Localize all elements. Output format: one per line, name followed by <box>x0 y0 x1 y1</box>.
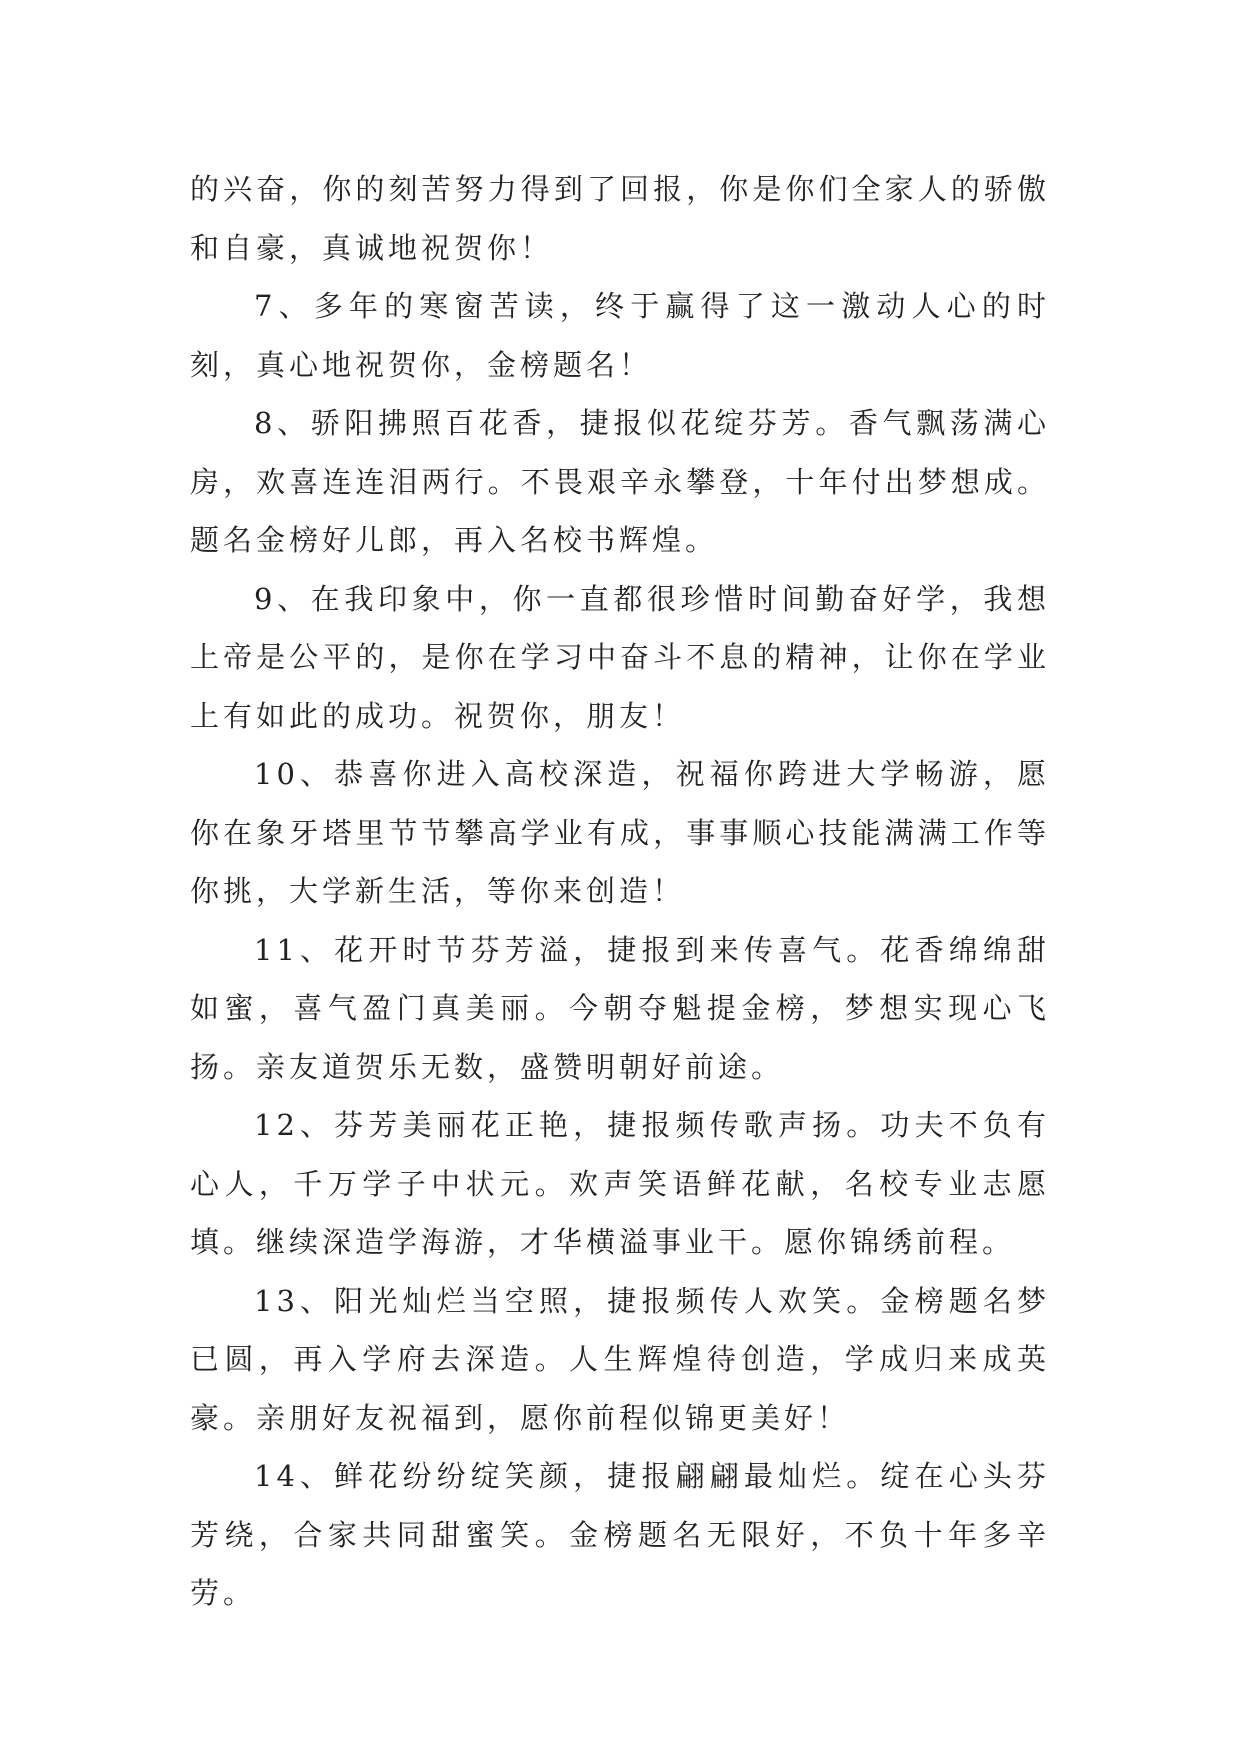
paragraph-8: 8、骄阳拂照百花香，捷报似花绽芬芳。香气飘荡满心房，欢喜连连泪两行。不畏艰辛永攀登，十年付出梦想成。题名金榜好儿郎，再入名校书辉煌。 <box>190 406 1050 557</box>
paragraph-continuation: 的兴奋，你的刻苦努力得到了回报，你是你们全家人的骄傲和自豪，真诚地祝贺你！ <box>190 172 1050 265</box>
paragraph-12: 12、芬芳美丽花正艳，捷报频传歌声扬。功夫不负有心人，千万学子中状元。欢声笑语鲜花献，名校专业志愿填。继续深造学海游，才华横溢事业干。愿你锦绣前程。 <box>190 1108 1050 1259</box>
paragraph-10: 10、恭喜你进入高校深造，祝福你跨进大学畅游，愿你在象牙塔里节节攀高学业有成，事事顺心技能满满工作等你挑，大学新生活，等你来创造！ <box>190 757 1050 908</box>
document-body <box>190 160 1050 1623</box>
paragraph-7: 7、多年的寒窗苦读，终于赢得了这一激动人心的时刻，真心地祝贺你，金榜题名！ <box>190 289 1050 382</box>
paragraph-13: 13、阳光灿烂当空照，捷报频传人欢笑。金榜题名梦已圆，再入学府去深造。人生辉煌待创造，学成归来成英豪。亲朋好友祝福到，愿你前程似锦更美好！ <box>190 1283 1050 1435</box>
paragraph-11: 11、花开时节芬芳溢，捷报到来传喜气。花香绵绵甜如蜜，喜气盈门真美丽。今朝夺魁提金榜，梦想实现心飞扬。亲友道贺乐无数，盛赞明朝好前途。 <box>190 932 1050 1084</box>
paragraph-14: 14、鲜花纷纷绽笑颜，捷报翩翩最灿烂。绽在心头芬芳绕，合家共同甜蜜笑。金榜题名无限好，不负十年多辛劳。 <box>190 1459 1050 1610</box>
paragraph-9: 9、在我印象中，你一直都很珍惜时间勤奋好学，我想上帝是公平的，是你在学习中奋斗不息的精神，让你在学业上有如此的成功。祝贺你，朋友！ <box>190 581 1050 733</box>
